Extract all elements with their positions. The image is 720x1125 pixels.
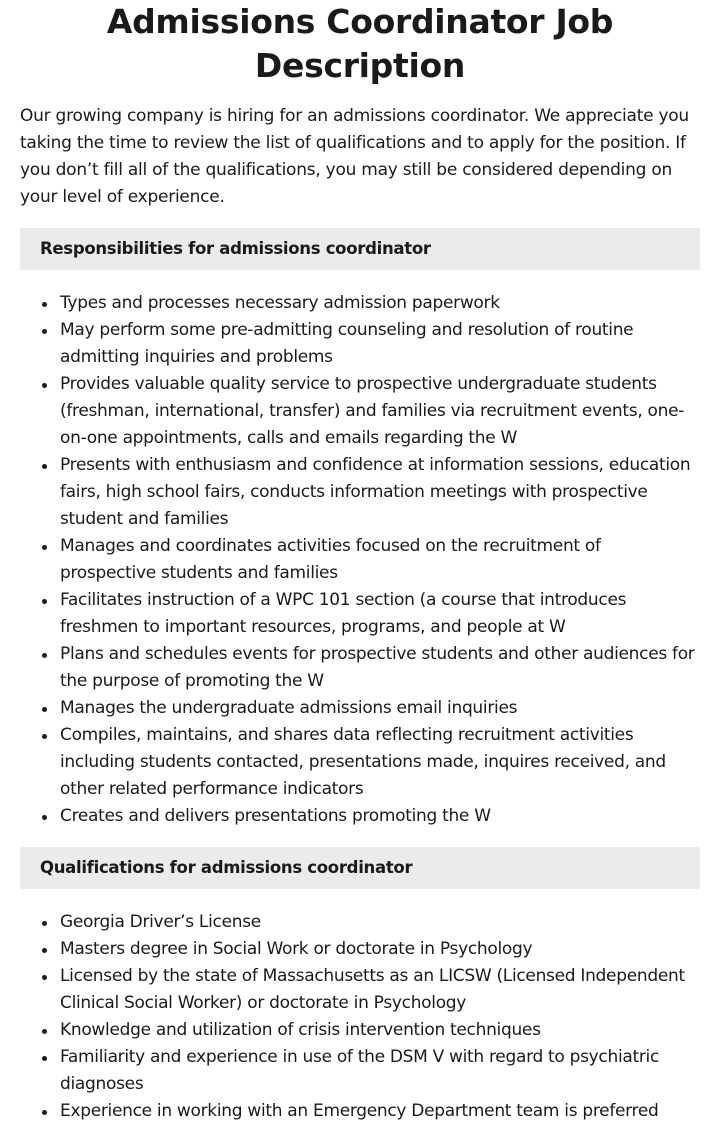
- list-item: Facilitates instruction of a WPC 101 section (a course that introduces freshmen to important resources, programs, and people at W: [60, 587, 700, 641]
- list-item: Compiles, maintains, and shares data reflecting recruitment activities including students contacted, presentations made, inquires received, and other related performance indicators: [60, 722, 700, 803]
- list-item: Georgia Driver’s License: [60, 909, 700, 936]
- page-title: Admissions Coordinator Job Description: [106, 2, 614, 85]
- list-item: Familiarity and experience in use of the DSM V with regard to psychiatric diagnoses: [60, 1044, 700, 1098]
- list-item: Creates and delivers presentations promoting the W: [60, 803, 700, 830]
- responsibilities-heading: Responsibilities for admissions coordinator: [20, 228, 700, 270]
- list-item: Knowledge and utilization of crisis intervention techniques: [60, 1017, 700, 1044]
- list-item: Presents with enthusiasm and confidence at information sessions, education fairs, high school fairs, conducts information meetings with prospective student and families: [60, 452, 700, 533]
- qualifications-list: [20, 909, 700, 1125]
- list-item: Plans and schedules events for prospective students and other audiences for the purpose of promoting the W: [60, 641, 700, 695]
- list-item: Experience in working with an Emergency Department team is preferred: [60, 1098, 700, 1125]
- list-item: Provides valuable quality service to prospective undergraduate students (freshman, international, transfer) and families via recruitment events, one-on-one appointments, calls and emails regarding the W: [60, 371, 700, 452]
- list-item: Licensed by the state of Massachusetts as an LICSW (Licensed Independent Clinical Social Worker) or doctorate in Psychology: [60, 963, 700, 1017]
- list-item: May perform some pre-admitting counseling and resolution of routine admitting inquiries and problems: [60, 317, 700, 371]
- responsibilities-list: [20, 290, 700, 830]
- list-item: Manages and coordinates activities focused on the recruitment of prospective students and families: [60, 533, 700, 587]
- intro-paragraph: Our growing company is hiring for an admissions coordinator. We appreciate you taking the time to review the list of qualifications and to apply for the position. If you don’t fill all of the qualifications, you may still be considered depending on your level of experience.: [20, 106, 689, 207]
- list-item: Masters degree in Social Work or doctorate in Psychology: [60, 936, 700, 963]
- list-item: Types and processes necessary admission paperwork: [60, 290, 700, 317]
- list-item: Manages the undergraduate admissions email inquiries: [60, 695, 700, 722]
- qualifications-heading: Qualifications for admissions coordinator: [20, 847, 700, 889]
